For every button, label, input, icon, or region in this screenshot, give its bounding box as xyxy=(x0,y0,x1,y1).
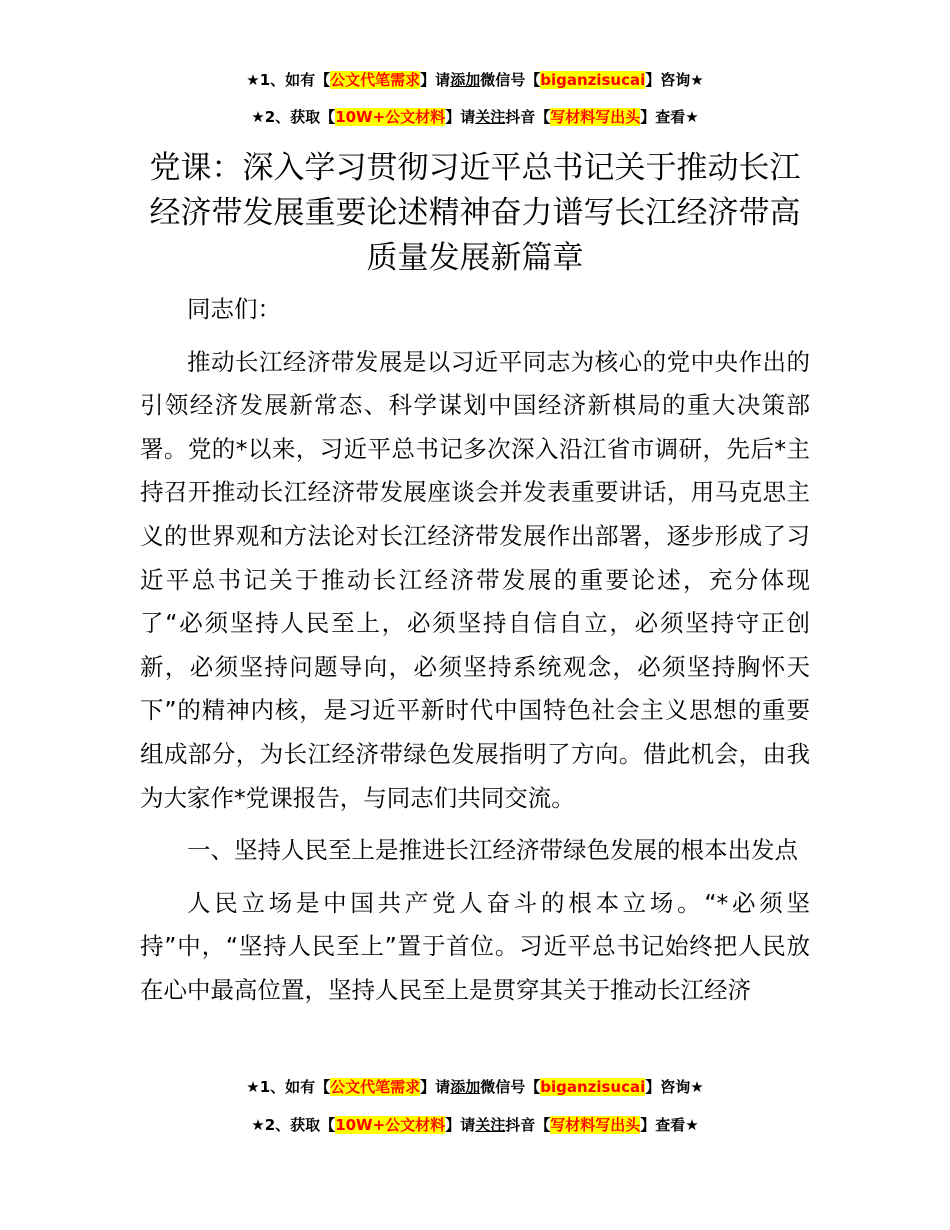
banner-underlined-action: 关注 xyxy=(475,1116,506,1134)
banner-highlight-wechat-id: biganzisucai xyxy=(540,71,646,89)
banner-text: 微信号【 xyxy=(480,71,541,89)
banner-text: 】请 xyxy=(445,1116,476,1134)
banner-text: 抖音【 xyxy=(505,108,551,126)
banner-highlight-douyin-id: 写材料写出头 xyxy=(550,1116,641,1134)
banner-text: 】请 xyxy=(445,108,476,126)
section-heading: 一、坚持人民至上是推进长江经济带绿色发展的根本出发点 xyxy=(187,836,798,865)
promo-banner-top-line2 xyxy=(0,106,950,128)
banner-highlight-service: 公文代笔需求 xyxy=(330,71,421,89)
banner-suffix: 】咨询★ xyxy=(645,1078,704,1096)
banner-highlight-materials: 10W+公文材料 xyxy=(335,108,446,126)
banner-underlined-action: 添加 xyxy=(450,1078,481,1096)
banner-suffix: 】咨询★ xyxy=(645,71,704,89)
banner-suffix: 】查看★ xyxy=(640,108,699,126)
banner-highlight-service: 公文代笔需求 xyxy=(330,1078,421,1096)
banner-highlight-materials: 10W+公文材料 xyxy=(335,1116,446,1134)
banner-highlight-douyin-id: 写材料写出头 xyxy=(550,108,641,126)
banner-prefix: ★1、如有【 xyxy=(246,71,331,89)
document-title: 党课：深入学习贯彻习近平总书记关于推动长江经济带发展重要论述精神奋力谱写长江经济带高质量发展新篇章 xyxy=(149,150,801,276)
promo-banner-bottom-line2 xyxy=(0,1114,950,1136)
promo-banner-top-line1 xyxy=(0,69,950,91)
banner-highlight-wechat-id: biganzisucai xyxy=(540,1078,646,1096)
document-body xyxy=(140,288,810,1022)
body-paragraph: 人民立场是中国共产党人奋斗的根本立场。“*必须坚持”中，“坚持人民至上”置于首位。习近平总书记始终把人民放在心中最高位置，坚持人民至上是贯穿其关于推动长江经济 xyxy=(140,888,810,1004)
promo-banner-bottom-line1 xyxy=(0,1076,950,1098)
banner-prefix: ★1、如有【 xyxy=(246,1078,331,1096)
banner-prefix: ★2、获取【 xyxy=(251,108,336,126)
banner-underlined-action: 添加 xyxy=(450,71,481,89)
body-paragraph: 推动长江经济带发展是以习近平同志为核心的党中央作出的引领经济发展新常态、科学谋划中国经济新棋局的重大决策部署。党的*以来，习近平总书记多次深入沿江省市调研，先后*主持召开推动长江经济带发展座谈会并发表重要讲话，用马克思主义的世界观和方法论对长江经济带发展作出部署，逐步形成了习近平总书记关于推动长江经济带发展的重要论述，充分体现了“必须坚持人民至上，必须坚持自信自立，必须坚持守正创新，必须坚持问题导向，必须坚持系统观念，必须坚持胸怀天下”的精神内核，是习近平新时代中国特色社会主义思想的重要组成部分，为长江经济带绿色发展指明了方向。借此机会，由我为大家作*党课报告，与同志们共同交流。 xyxy=(140,347,810,812)
banner-prefix: ★2、获取【 xyxy=(251,1116,336,1134)
banner-underlined-action: 关注 xyxy=(475,108,506,126)
banner-text: 】请 xyxy=(420,71,451,89)
banner-text: 微信号【 xyxy=(480,1078,541,1096)
banner-text: 抖音【 xyxy=(505,1116,551,1134)
banner-suffix: 】查看★ xyxy=(640,1116,699,1134)
salutation: 同志们： xyxy=(187,295,281,323)
banner-text: 】请 xyxy=(420,1078,451,1096)
